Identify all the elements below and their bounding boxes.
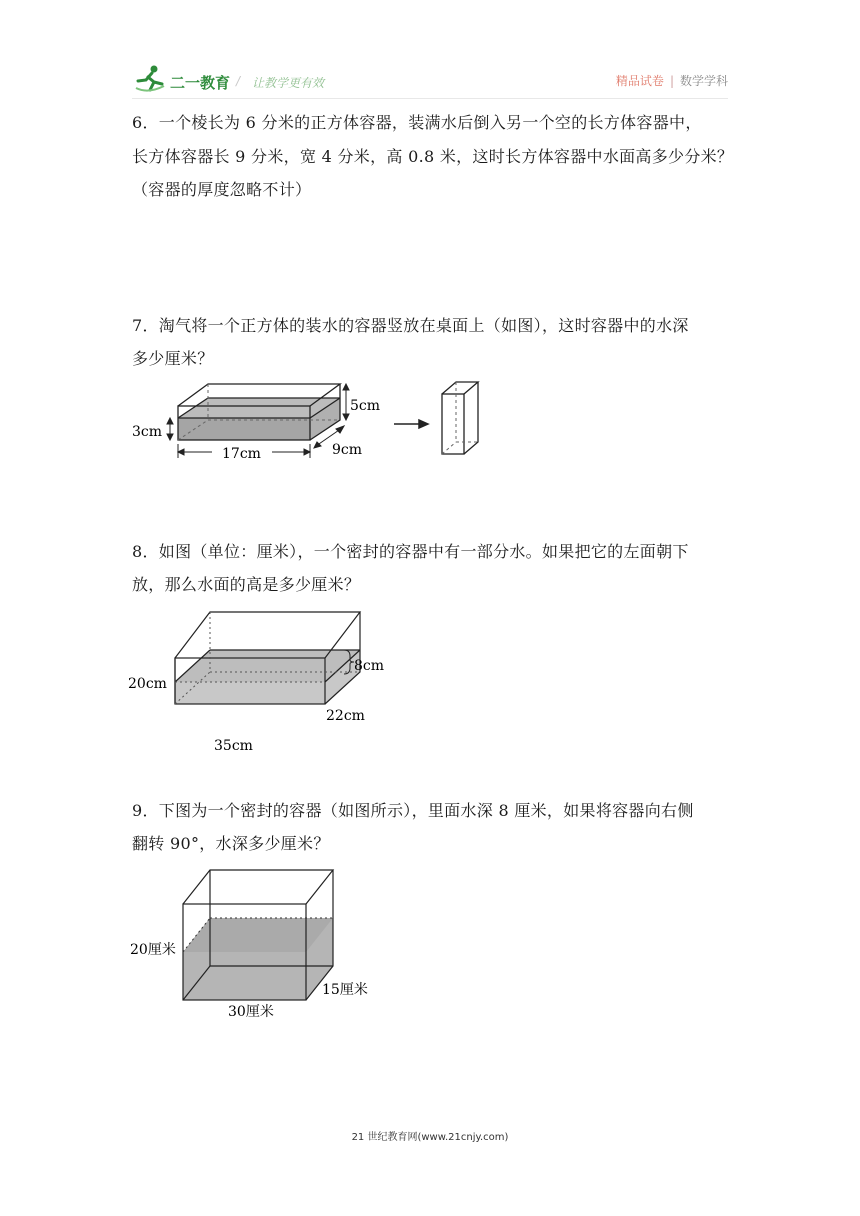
- slogan-divider: /: [236, 74, 241, 88]
- logo-text: 二一教育: [170, 74, 231, 92]
- header-divider-line: [132, 98, 728, 99]
- q8-length-label: 35cm: [214, 738, 253, 754]
- slogan: 让教学更有效: [252, 76, 325, 90]
- question-6-line-2: 长方体容器长 9 分米，宽 4 分米，高 0.8 米，这时长方体容器中水面高多少分米？: [132, 147, 734, 166]
- question-9-line-1: 9．下图为一个密封的容器（如图所示），里面水深 8 厘米，如果将容器向右侧: [132, 801, 694, 820]
- page-footer: 21 世纪教育网(www.21cnjy.com): [351, 1132, 509, 1143]
- question-9-line-2: 翻转 90°，水深多少厘米？: [132, 834, 330, 853]
- question-6-line-1: 6．一个棱长为 6 分米的正方体容器，装满水后倒入另一个空的长方体容器中，: [132, 113, 702, 132]
- q9-width-label: 15厘米: [322, 982, 368, 998]
- subject-label: 数学学科: [679, 74, 728, 88]
- q9-height-label: 20厘米: [130, 942, 176, 958]
- water-front-face: [178, 418, 310, 440]
- question-8-line-1: 8．如图（单位：厘米），一个密封的容器中有一部分水。如果把它的左面朝下: [132, 542, 689, 561]
- header-right: [616, 72, 728, 89]
- q7-width-label: 9cm: [332, 442, 363, 458]
- question-6-line-3: （容器的厚度忽略不计）: [132, 180, 312, 199]
- question-7-line-2: 多少厘米？: [132, 349, 214, 368]
- question-7-figure: [120, 376, 500, 468]
- q7-height-label: 5cm: [350, 398, 381, 414]
- question-8-figure: [120, 604, 400, 756]
- question-8-line-2: 放，那么水面的高是多少厘米？: [132, 575, 361, 594]
- runner-logo-icon: [134, 64, 168, 94]
- q7-length-label: 17cm: [222, 446, 261, 462]
- q8-empty-label: 8cm: [354, 658, 385, 674]
- q8-height-label: 20cm: [128, 676, 167, 692]
- header-divider: |: [669, 74, 674, 88]
- header-logo: [134, 64, 374, 98]
- q7-water-label: 3cm: [132, 424, 163, 440]
- q9-length-label: 30厘米: [228, 1004, 274, 1020]
- question-9-figure: [120, 862, 380, 1026]
- paper-tag: 精品试卷: [615, 74, 664, 88]
- question-7-line-1: 7．淘气将一个正方体的装水的容器竖放在桌面上（如图），这时容器中的水深: [132, 316, 689, 335]
- q8-width-label: 22cm: [326, 708, 365, 724]
